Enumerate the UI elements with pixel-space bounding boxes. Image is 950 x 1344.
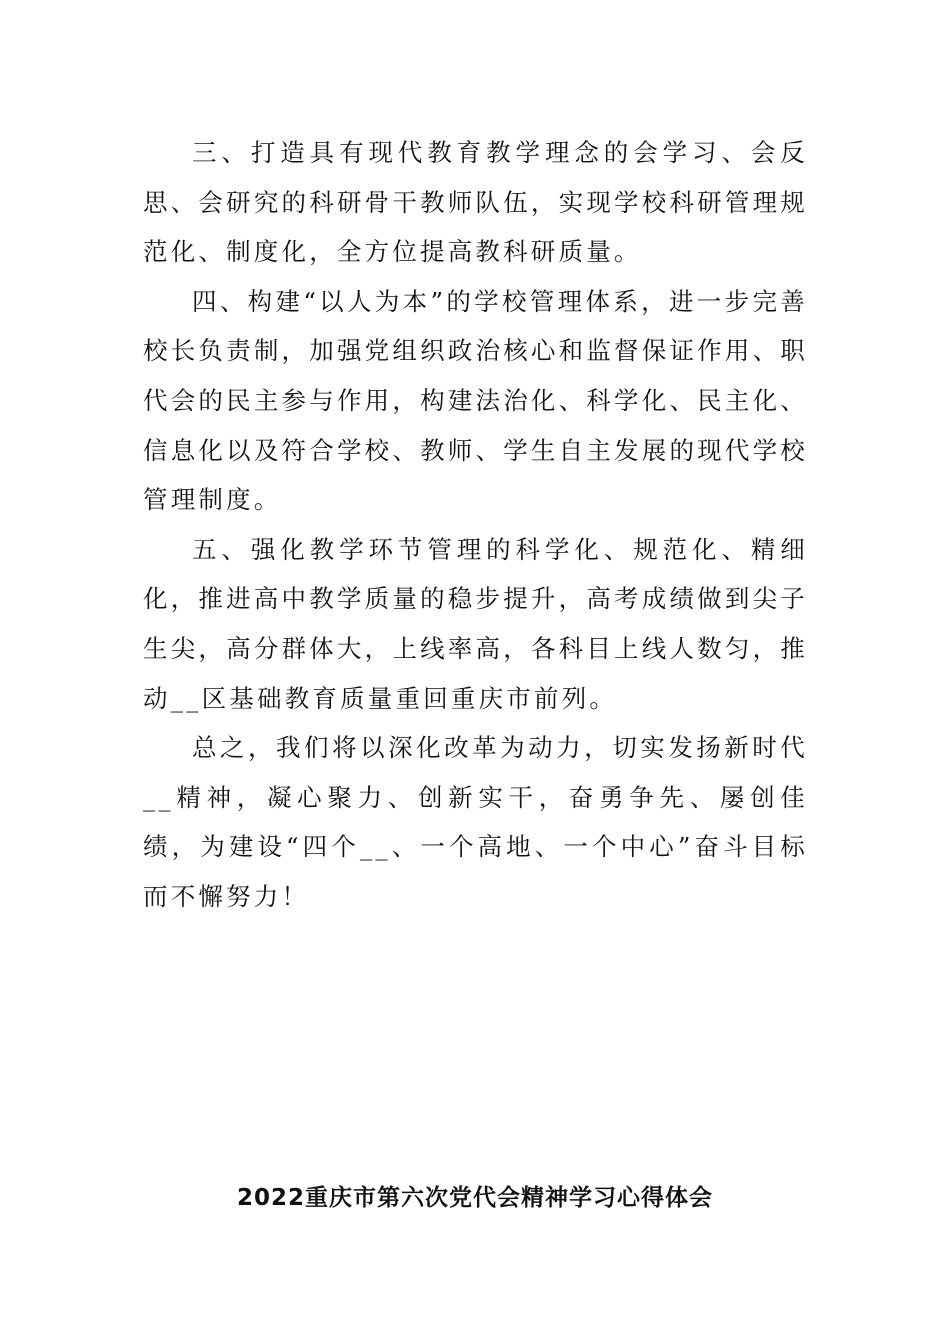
paragraph-5: 五、强化教学环节管理的科学化、规范化、精细化，推进高中教学质量的稳步提升，高考成绩做到尖子生尖，高分群体大，上线率高，各科目上线人数匀，推动__区基础教育质量重回重庆市前列。 [143, 534, 808, 713]
paragraph-conclusion: 总之，我们将以深化改革为动力，切实发扬新时代__精神，凝心聚力、创新实干，奋勇争先、屡创佳绩，为建设“四个__、一个高地、一个中心”奋斗目标而不懈努力！ [143, 733, 808, 911]
paragraph-3: 三、打造具有现代教育教学理念的会学习、会反思、会研究的科研骨干教师队伍，实现学校科研管理规范化、制度化，全方位提高教科研质量。 [143, 138, 808, 267]
paragraph-4: 四、构建“以人为本”的学校管理体系，进一步完善校长负责制，加强党组织政治核心和监督保证作用、职代会的民主参与作用，构建法治化、科学化、民主化、信息化以及符合学校、教师、学生自主发展的现代学校管理制度。 [143, 286, 808, 515]
document-body [143, 128, 808, 922]
document-title: 2022重庆市第六次党代会精神学习心得体会 [236, 1185, 713, 1211]
